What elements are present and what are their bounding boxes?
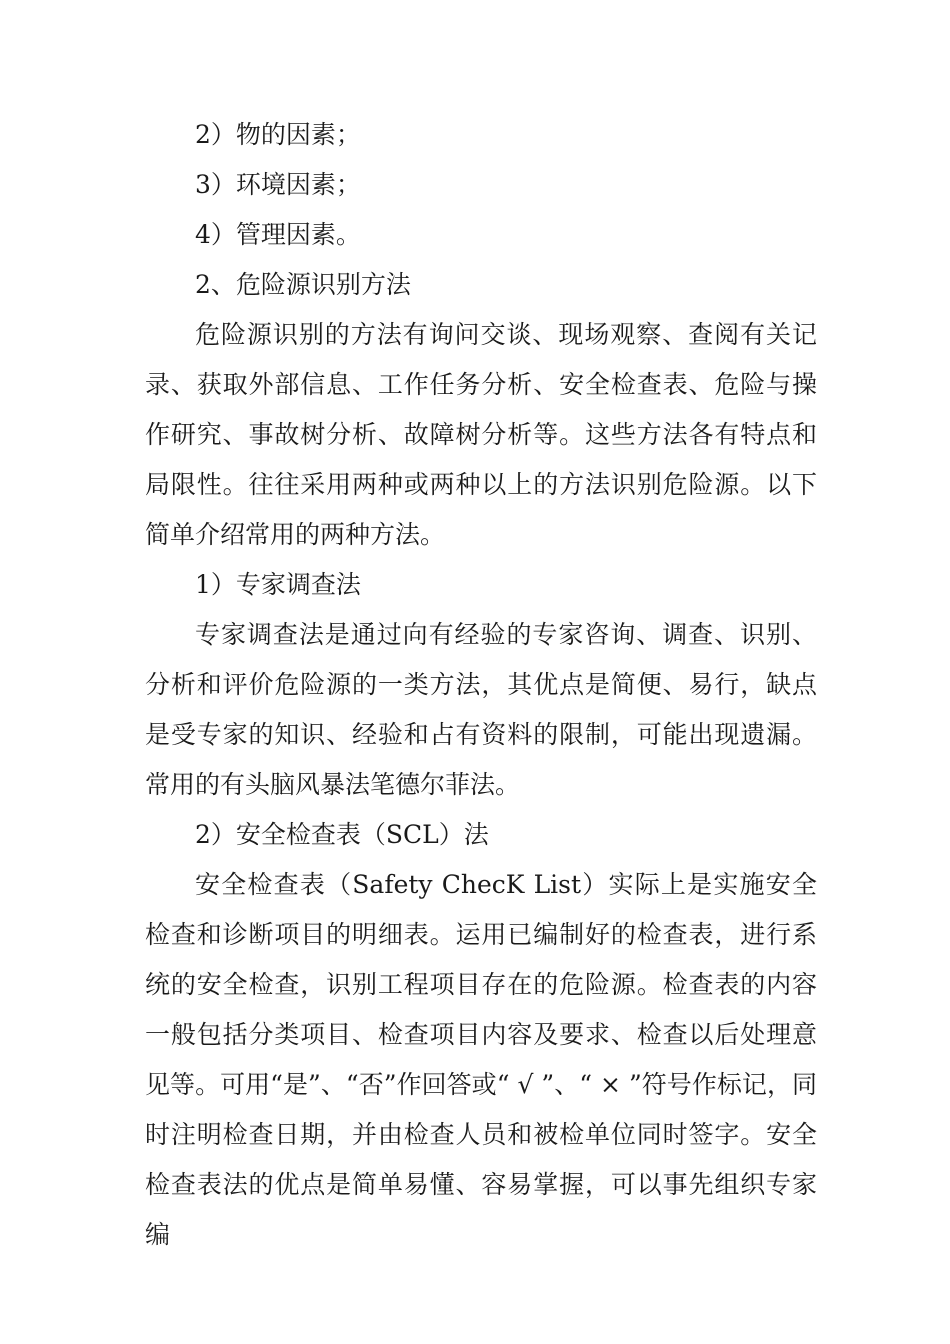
subheading-expert-survey: 1）专家调查法	[195, 570, 361, 599]
paragraph-expert-survey: 专家调查法是通过向有经验的专家咨询、调查、识别、分析和评价危险源的一类方法，其优点是简便、易行，缺点是受专家的知识、经验和占有资料的限制，可能出现遗漏。常用的有头脑风暴法笔德尔菲法。	[145, 620, 817, 799]
list-item-physical-factors: 2）物的因素；	[195, 120, 361, 149]
list-item-environment-factors: 3）环境因素；	[195, 170, 361, 199]
document-page	[145, 110, 817, 1260]
list-item-management-factors: 4）管理因素。	[195, 220, 361, 249]
subheading-safety-checklist: 2）安全检查表（SCL）法	[195, 820, 489, 849]
section-heading-identification-methods: 2、危险源识别方法	[195, 270, 411, 299]
paragraph-methods-overview: 危险源识别的方法有询问交谈、现场观察、查阅有关记录、获取外部信息、工作任务分析、安全检查表、危险与操作研究、事故树分析、故障树分析等。这些方法各有特点和局限性。往往采用两种或两种以上的方法识别危险源。以下简单介绍常用的两种方法。	[145, 320, 817, 549]
paragraph-safety-checklist: 安全检查表（Safety ChecK List）实际上是实施安全检查和诊断项目的明细表。运用已编制好的检查表，进行系统的安全检查，识别工程项目存在的危险源。检查表的内容一般包括分类项目、检查项目内容及要求、检查以后处理意见等。可用“是”、“否”作回答或“ √ ”、“ × ”符号作标记，同时注明检查日期，并由检查人员和被检单位同时签字。安全检查表法的优点是简单易懂、容易掌握，可以事先组织专家编	[145, 870, 817, 1249]
